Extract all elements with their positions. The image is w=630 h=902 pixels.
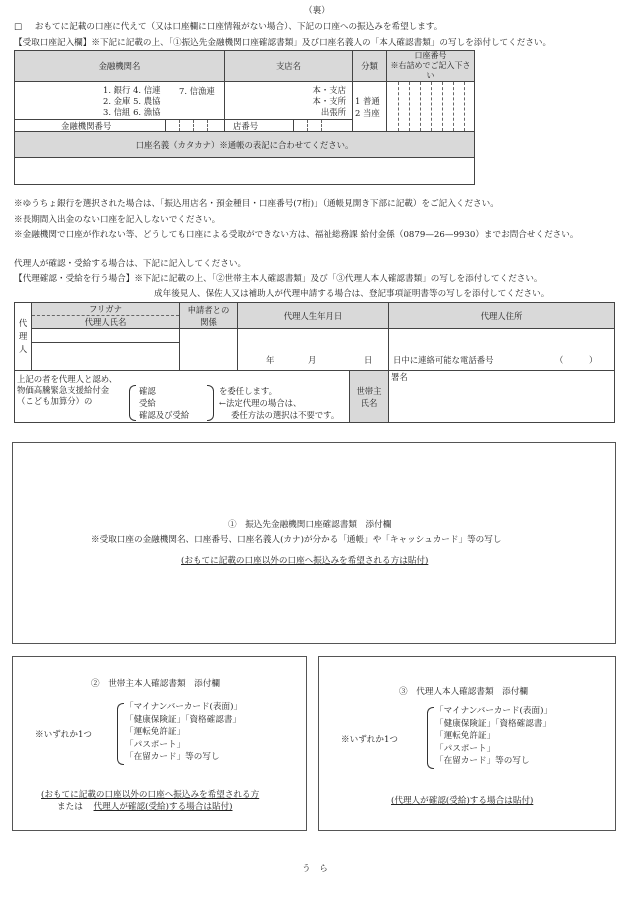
delegation-option-confirm[interactable]: 確認 bbox=[139, 386, 156, 396]
type-cell[interactable] bbox=[353, 82, 387, 132]
type-option-1: 1 普通 bbox=[355, 95, 380, 106]
bank-option-7: 7. 信漁連 bbox=[179, 86, 215, 96]
branch-code-cell[interactable] bbox=[225, 120, 353, 132]
bank-name-header: 金融機関名 bbox=[15, 51, 225, 82]
id-item-license: 「運転免許証」 bbox=[125, 727, 186, 737]
household-head-label-1: 世帯主 bbox=[356, 385, 382, 396]
note-contact: ※金融機関で口座が作れない等、どうしても口座による受取ができない方は、福祉総務課 給付金係（0879—26—9930）までお問合せください。 bbox=[14, 230, 579, 240]
delegation-cell bbox=[15, 371, 350, 423]
phone-label: 日中に連絡可能な電話番号 bbox=[393, 355, 494, 365]
furigana-header: フリガナ bbox=[32, 303, 180, 316]
type-option-2: 2 当座 bbox=[355, 107, 380, 118]
delegation-text-5: ←法定代理の場合は、 bbox=[219, 398, 302, 408]
page-footer: う ら bbox=[302, 864, 328, 874]
relation-input[interactable] bbox=[180, 329, 238, 371]
delegation-text-6: 委任方法の選択は不要です。 bbox=[231, 410, 340, 420]
branch-name-cell[interactable] bbox=[225, 82, 353, 120]
agent-side-char-3: 人 bbox=[18, 344, 28, 354]
id-item-license: 「運転免許証」 bbox=[435, 731, 496, 741]
attach-box-head-title: ② 世帯主本人確認書類 添付欄 bbox=[91, 679, 220, 689]
branch-option-2: 本・支所 bbox=[312, 96, 346, 106]
attach-box-head-cond-2 bbox=[57, 800, 233, 812]
bank-option-2: 2. 金庫 5. 農協 bbox=[103, 96, 161, 106]
attach-box-head-id[interactable] bbox=[12, 656, 307, 831]
branch-code-label: 店番号 bbox=[233, 121, 259, 131]
agent-note-1: 【代理確認・受給を行う場合】※下記に記載の上、「②世帯主本人確認書類」及び「③代理人本人確認書類」の写しを添付してください。 bbox=[14, 274, 543, 284]
attach-box-head-any: ※いずれか1つ bbox=[35, 730, 93, 740]
id-item-mynumber: 「マイナンバーカード(表面)」 bbox=[125, 702, 243, 712]
account-number-header bbox=[387, 51, 475, 82]
id-item-insurance: 「健康保険証」「資格確認書」 bbox=[125, 714, 242, 725]
intro-line bbox=[14, 20, 442, 32]
id-item-residence: 「在留カード」等の写し bbox=[435, 756, 530, 766]
agent-side-char-2: 理 bbox=[18, 331, 28, 341]
delegation-text-1: 上記の者を代理人と認め、 bbox=[17, 374, 118, 384]
bank-option-1: 1. 銀行 4. 信連 bbox=[103, 85, 161, 95]
relation-label-2: 関係 bbox=[200, 316, 217, 327]
phone-paren-close: ） bbox=[589, 355, 598, 365]
delegation-text-4: を委任します。 bbox=[219, 386, 277, 396]
relation-label-1: 申請者との bbox=[187, 304, 230, 315]
account-holder-label: 口座名義（カタカナ）※通帳の表記に合わせてください。 bbox=[15, 132, 475, 158]
id-item-insurance: 「健康保険証」「資格確認書」 bbox=[435, 718, 552, 729]
account-note: 【受取口座記入欄】※下記に記載の上、「①振込先金融機関口座確認書類」及び口座名義人の「本人確認書類」の写しを添付してください。 bbox=[14, 38, 552, 48]
birth-input[interactable] bbox=[238, 329, 389, 371]
page-header: （裏） bbox=[304, 6, 330, 16]
branch-option-1: 本・支店 bbox=[312, 85, 346, 95]
delegation-text-2: 物価高騰緊急支援給付金 bbox=[17, 385, 110, 395]
id-item-passport: 「パスポート」 bbox=[435, 743, 496, 754]
account-number-label: 口座番号 bbox=[414, 51, 447, 60]
branch-name-header: 支店名 bbox=[225, 51, 353, 82]
attach-box-agent-any: ※いずれか1つ bbox=[341, 735, 399, 745]
attach-box-head-cond-prefix: または bbox=[57, 802, 83, 812]
relation-header bbox=[180, 303, 238, 329]
agent-table bbox=[14, 302, 615, 423]
type-header: 分類 bbox=[353, 51, 387, 82]
attach-box-agent-title: ③ 代理人本人確認書類 添付欄 bbox=[399, 687, 528, 697]
account-number-cell[interactable] bbox=[387, 82, 475, 132]
attach-box-bank-cond: (おもてに記載の口座以外の口座へ振込みを希望される方は貼付) bbox=[181, 556, 429, 566]
note-yucho: ※ゆうちょ銀行を選択された場合は、「振込用店名・預金種目・口座番号(7桁)」（通帳見開き下部に記載）をご記入ください。 bbox=[14, 199, 499, 209]
birth-day-label: 日 bbox=[364, 355, 373, 365]
birth-header: 代理人生年月日 bbox=[238, 303, 389, 329]
signature-input[interactable] bbox=[389, 371, 615, 423]
delegation-text-3: （こども加算分）の bbox=[17, 396, 93, 406]
agent-name-header: 代理人氏名 bbox=[32, 316, 180, 329]
household-head-label-2: 氏名 bbox=[360, 397, 378, 408]
attach-box-agent-cond: (代理人が確認(受給)する場合は貼付) bbox=[391, 796, 534, 806]
agent-note-2: 成年後見人、保佐人又は補助人が代理申請する場合は、登記事項証明書等の写しを添付してください。 bbox=[154, 289, 550, 299]
intro-checkbox[interactable]: □ bbox=[14, 22, 23, 32]
signature-label: 署名 bbox=[391, 372, 408, 382]
bank-option-3: 3. 信組 6. 漁協 bbox=[103, 107, 161, 117]
birth-month-label: 月 bbox=[308, 355, 317, 365]
attach-box-bank-desc: ※受取口座の金融機関名、口座番号、口座名義人(カナ)が分かる「通帳」や「キャッシュカード」等の写し bbox=[91, 535, 502, 545]
household-head-label bbox=[350, 371, 389, 423]
agent-side-char-1: 代 bbox=[18, 318, 28, 328]
attach-box-head-cond-text: 代理人が確認(受給)する場合は貼付) bbox=[93, 802, 233, 812]
attach-box-head-list bbox=[125, 701, 242, 764]
agent-furigana-input[interactable] bbox=[32, 329, 180, 343]
agent-intro: 代理人が確認・受給する場合は、下記に記入してください。 bbox=[14, 259, 247, 269]
attach-box-bank[interactable] bbox=[12, 442, 616, 644]
note-inactive: ※長期間入出金のない口座を記入しないでください。 bbox=[14, 215, 221, 225]
address-header: 代理人住所 bbox=[389, 303, 615, 329]
phone-paren-open: （ bbox=[555, 355, 564, 365]
attach-box-head-cond-1: (おもてに記載の口座以外の口座へ振込みを希望される方 bbox=[41, 790, 260, 800]
birth-year-label: 年 bbox=[266, 355, 275, 365]
delegation-option-receive[interactable]: 受給 bbox=[139, 398, 156, 408]
attach-box-bank-title: ① 振込先金融機関口座確認書類 添付欄 bbox=[228, 520, 392, 530]
id-item-residence: 「在留カード」等の写し bbox=[125, 752, 220, 762]
attach-box-agent-id[interactable] bbox=[318, 656, 616, 831]
bank-account-table bbox=[14, 50, 475, 185]
account-number-sublabel: ※右詰めでご記入下さい bbox=[390, 61, 471, 80]
bank-name-cell[interactable] bbox=[15, 82, 225, 120]
id-item-mynumber: 「マイナンバーカード(表面)」 bbox=[435, 706, 553, 716]
delegation-option-both[interactable]: 確認及び受給 bbox=[139, 410, 190, 420]
attach-box-agent-list bbox=[435, 705, 552, 768]
bank-code-cell[interactable] bbox=[15, 120, 225, 132]
agent-side-label bbox=[15, 303, 32, 371]
agent-name-input[interactable] bbox=[32, 343, 180, 371]
bank-code-label: 金融機関番号 bbox=[61, 121, 112, 131]
address-input[interactable] bbox=[389, 329, 615, 371]
intro-text: おもてに記載の口座に代えて（又は口座欄に口座情報がない場合）、下記の口座への振込みを希望します。 bbox=[34, 22, 443, 32]
account-holder-input[interactable] bbox=[15, 158, 475, 185]
id-item-passport: 「パスポート」 bbox=[125, 739, 186, 750]
branch-option-3: 出張所 bbox=[320, 107, 346, 117]
